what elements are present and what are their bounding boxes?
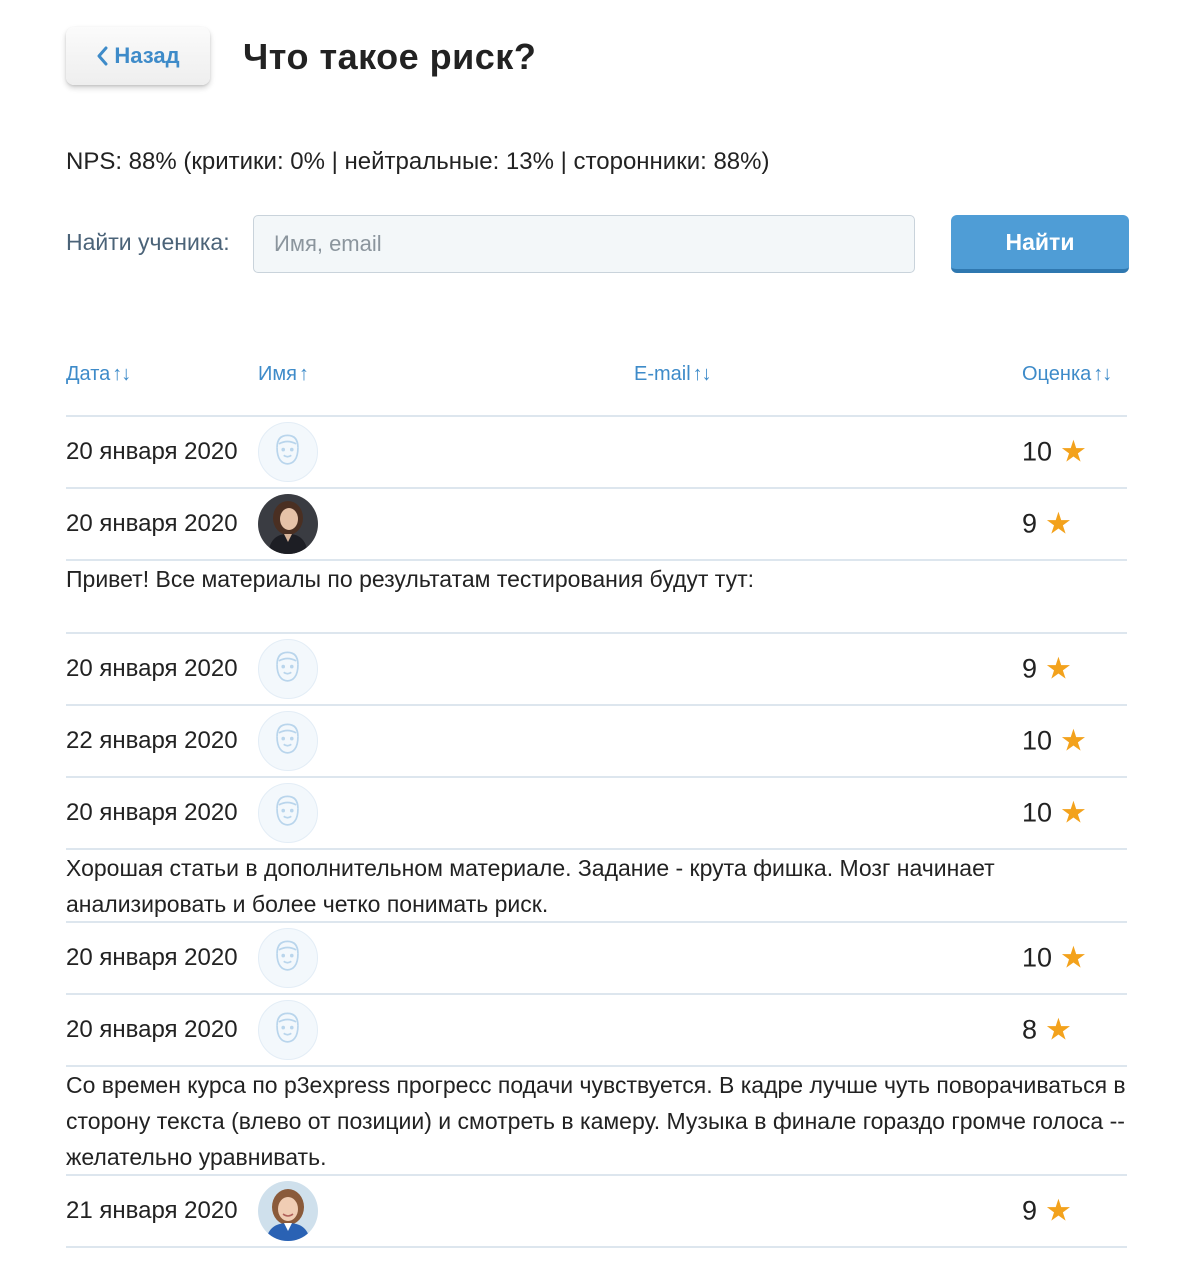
table-row[interactable] <box>66 922 1127 994</box>
row-rating <box>1022 654 1072 685</box>
star-icon: ★ <box>1060 435 1087 468</box>
back-button-label: Назад <box>114 43 180 68</box>
rating-value: 10 <box>1022 797 1053 828</box>
column-header-name[interactable] <box>258 363 308 386</box>
row-rating <box>1022 798 1087 829</box>
column-header-rating[interactable] <box>1022 363 1111 386</box>
rating-value: 9 <box>1022 1195 1038 1226</box>
row-comment: Привет! Все материалы по результатам тестирования будут тут: <box>66 566 755 592</box>
back-button[interactable] <box>66 27 210 85</box>
row-date: 20 января 2020 <box>66 1016 238 1043</box>
row-rating <box>1022 726 1087 757</box>
row-date: 21 января 2020 <box>66 1197 238 1224</box>
column-header-email-label: E-mail <box>634 363 691 385</box>
star-icon: ★ <box>1060 796 1087 829</box>
sort-arrows-icon: ↑↓ <box>1093 363 1112 385</box>
default-avatar-icon <box>258 783 318 843</box>
user-photo-smiling <box>258 1181 318 1241</box>
row-date: 20 января 2020 <box>66 438 238 465</box>
sort-arrows-icon: ↑↓ <box>692 363 711 385</box>
row-date: 20 января 2020 <box>66 944 238 971</box>
row-rating <box>1022 943 1087 974</box>
star-icon: ★ <box>1045 652 1072 685</box>
star-icon: ★ <box>1045 1194 1072 1227</box>
search-label: Найти ученика: <box>66 229 230 255</box>
rating-value: 10 <box>1022 436 1053 467</box>
rating-value: 9 <box>1022 653 1038 684</box>
sort-arrow-icon: ↑ <box>298 363 308 385</box>
column-header-date-label: Дата <box>66 363 111 385</box>
table-row[interactable] <box>66 777 1127 849</box>
chevron-left-icon <box>96 46 108 66</box>
default-avatar-icon <box>258 1000 318 1060</box>
table-row[interactable] <box>66 1175 1127 1247</box>
rating-value: 9 <box>1022 508 1038 539</box>
search-button[interactable]: Найти <box>951 215 1129 273</box>
rating-value: 10 <box>1022 942 1053 973</box>
rating-value: 10 <box>1022 725 1053 756</box>
star-icon: ★ <box>1060 724 1087 757</box>
table-row[interactable] <box>66 705 1127 777</box>
star-icon: ★ <box>1060 941 1087 974</box>
table-row[interactable] <box>66 416 1127 488</box>
default-avatar-icon <box>258 711 318 771</box>
table-row[interactable] <box>66 633 1127 705</box>
column-header-date[interactable] <box>66 363 130 386</box>
row-rating <box>1022 1015 1072 1046</box>
search-input[interactable] <box>253 215 915 273</box>
rating-value: 8 <box>1022 1014 1038 1045</box>
star-icon: ★ <box>1045 1013 1072 1046</box>
column-header-email[interactable] <box>634 363 711 386</box>
row-comment: Со времен курса по p3express прогресс подачи чувствуется. В кадре лучше чуть поворачиваться в сторону текста (влево от позиции) и смотреть в камеру. Музыка в финале гораздо громче голоса -- желательно уравнивать. <box>66 1072 1126 1170</box>
star-icon: ★ <box>1045 507 1072 540</box>
row-date: 20 января 2020 <box>66 655 238 682</box>
sort-arrows-icon: ↑↓ <box>112 363 131 385</box>
page-title: Что такое риск? <box>243 36 537 77</box>
column-header-rating-label: Оценка <box>1022 363 1092 385</box>
row-date: 20 января 2020 <box>66 510 238 537</box>
default-avatar-icon <box>258 639 318 699</box>
row-rating <box>1022 509 1072 540</box>
table-row[interactable] <box>66 488 1127 560</box>
default-avatar-icon <box>258 928 318 988</box>
row-rating <box>1022 437 1087 468</box>
default-avatar-icon <box>258 422 318 482</box>
row-comment: Хорошая статьи в дополнительном материале. Задание - крута фишка. Мозг начинает анализировать и более четко понимать риск. <box>66 855 995 917</box>
nps-summary: NPS: 88% (критики: 0% | нейтральные: 13% | сторонники: 88%) <box>66 148 770 175</box>
row-date: 22 января 2020 <box>66 727 238 754</box>
row-date: 20 января 2020 <box>66 799 238 826</box>
column-header-name-label: Имя <box>258 363 297 385</box>
row-rating <box>1022 1196 1072 1227</box>
table-row[interactable] <box>66 994 1127 1066</box>
user-photo-dark-hair <box>258 494 318 554</box>
